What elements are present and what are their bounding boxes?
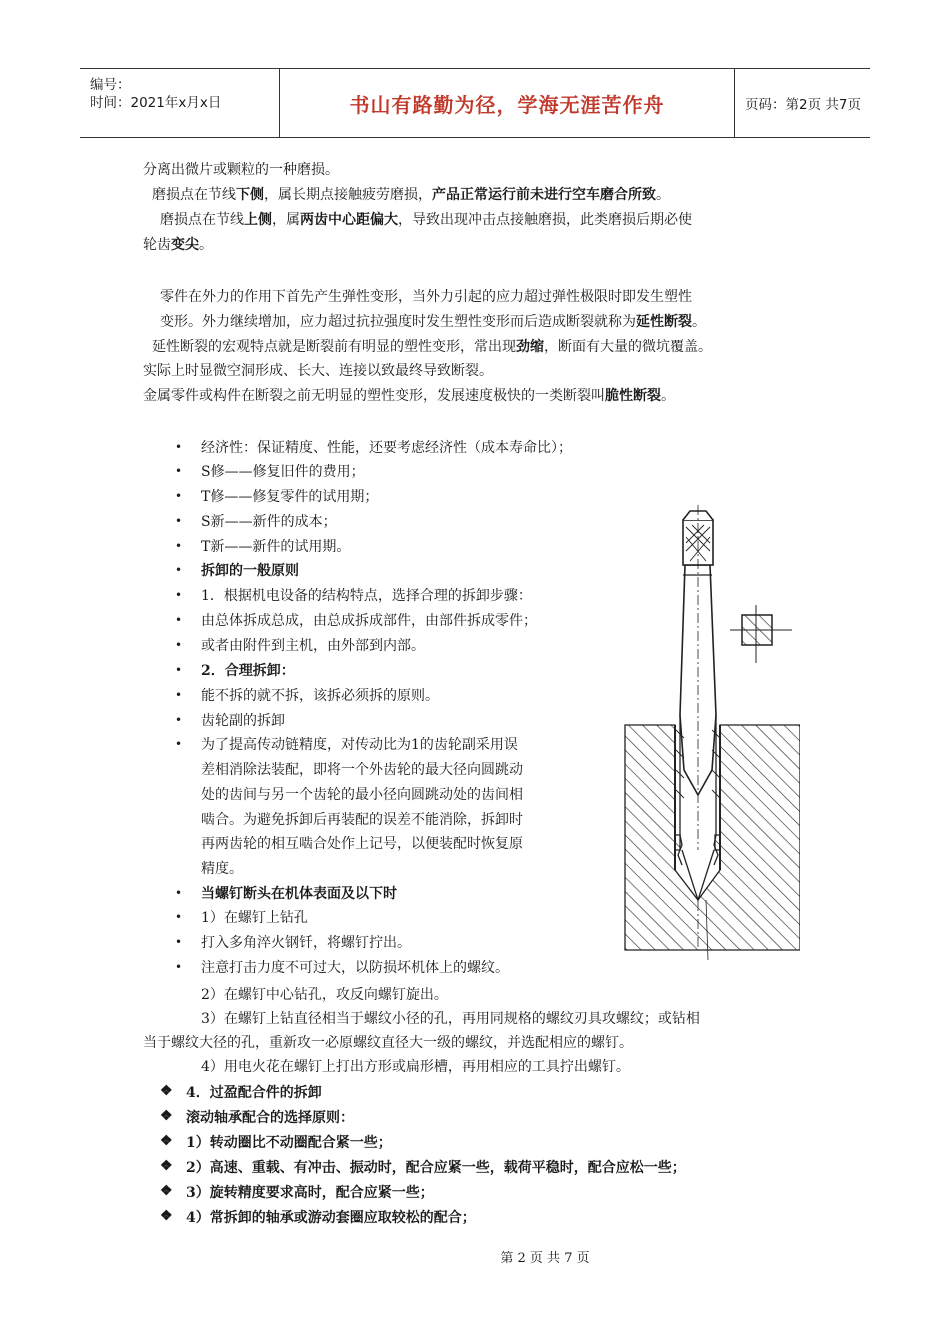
bullet-item: 打入多角淬火钢钎，将螺钉拧出。 [201, 935, 411, 951]
bullet-item: 1．根据机电设备的结构特点，选择合理的拆卸步骤： [201, 588, 532, 604]
fracture-line-5: 金属零件或构件在断裂之前无明显的塑性变形，发展速度极快的一类断裂叫脆性断裂。 [143, 388, 675, 404]
diamond-marker: ❖ [160, 1208, 173, 1224]
bullet-item: S新——新件的成本； [201, 514, 337, 530]
bullet-item: 由总体拆成总成，由总成拆成部件，由部件拆成零件； [201, 613, 537, 629]
bullet-item: 当螺钉断头在机体表面及以下时 [201, 886, 397, 902]
bullet-marker: • [175, 638, 183, 652]
bullet-item: 注意打击力度不可过大，以防损坏机体上的螺纹。 [201, 960, 509, 976]
bullet-item: 1）在螺钉上钻孔 [201, 910, 308, 926]
bullet-marker: • [175, 613, 183, 627]
bullet-marker: • [175, 440, 183, 454]
diamond-marker: ❖ [160, 1183, 173, 1199]
diamond-marker: ❖ [160, 1108, 173, 1124]
diamond-item: 4．过盈配合件的拆卸 [186, 1085, 322, 1101]
fracture-line-1: 零件在外力的作用下首先产生弹性变形，当外力引起的应力超过弹性极限时即发生塑性 [160, 289, 692, 305]
diamond-marker: ❖ [160, 1083, 173, 1099]
bullet-marker: • [175, 588, 183, 602]
bullet-marker: • [175, 539, 183, 553]
bullet-item: 再两齿轮的相互啮合处作上记号，以便装配时恢复原 [201, 836, 523, 852]
screw-method-2: 2）在螺钉中心钻孔，攻反向螺钉旋出。 [201, 987, 448, 1003]
diamond-item: 3）旋转精度要求高时，配合应紧一些； [186, 1185, 434, 1201]
bullet-item: 处的齿间与另一个齿轮的最小径向圆跳动处的齿间相 [201, 787, 523, 803]
header-info-cell [80, 69, 280, 137]
intro-line-4: 轮齿变尖。 [143, 237, 213, 253]
date-label: 时间：2021年x月x日 [90, 95, 222, 111]
bullet-marker: • [175, 489, 183, 503]
bullet-item: T修——修复零件的试用期； [201, 489, 379, 505]
diamond-item: 4）常拆卸的轴承或游动套圈应取较松的配合； [186, 1210, 476, 1226]
bullet-item: 经济性：保证精度、性能，还要考虑经济性（成本寿命比）； [201, 440, 572, 456]
bullet-marker: • [175, 737, 183, 751]
page-footer [0, 1247, 950, 1266]
bullet-item: 能不拆的就不拆，该拆必须拆的原则。 [201, 688, 439, 704]
screw-method-3-line-2: 当于螺纹大径的孔，重新攻一必原螺纹直径大一级的螺纹，并选配相应的螺钉。 [143, 1035, 633, 1051]
page-header [80, 68, 870, 138]
bullet-marker: • [175, 563, 183, 577]
bullet-marker: • [175, 960, 183, 974]
bullet-item: 拆卸的一般原则 [201, 563, 299, 579]
bullet-item: 啮合。为避免拆卸后再装配的误差不能消除，拆卸时 [201, 812, 523, 828]
bullet-item: 2．合理拆卸： [201, 663, 295, 679]
bullet-item: 精度。 [201, 861, 243, 877]
bullet-marker: • [175, 713, 183, 727]
fracture-line-2: 变形。外力继续增加，应力超过抗拉强度时发生塑性变形而后造成断裂就称为延性断裂。 [160, 314, 706, 330]
bullet-marker: • [175, 935, 183, 949]
bullet-item: 差相消除法装配，即将一个外齿轮的最大径向圆跳动 [201, 762, 523, 778]
diamond-item: 2）高速、重载、有冲击、振动时，配合应紧一些，载荷平稳时，配合应松一些； [186, 1160, 686, 1176]
code-label: 编号： [90, 77, 131, 93]
bullet-item: 为了提高传动链精度，对传动比为1的齿轮副采用误 [201, 737, 518, 753]
bullet-marker: • [175, 464, 183, 478]
fracture-line-4: 实际上时显微空洞形成、长大、连接以致最终导致断裂。 [143, 363, 493, 379]
intro-line-3: 磨损点在节线上侧，属两齿中心距偏大，导致出现冲击点接触磨损，此类磨损后期必使 [160, 212, 692, 228]
bullet-item: T新——新件的试用期。 [201, 539, 351, 555]
intro-line-2: 磨损点在节线下侧，属长期点接触疲劳磨损，产品正常运行前未进行空车磨合所致。 [152, 187, 670, 203]
bullet-marker: • [175, 514, 183, 528]
diamond-marker: ❖ [160, 1158, 173, 1174]
intro-line-1: 分离出微片或颗粒的一种磨损。 [143, 162, 339, 178]
fracture-line-3: 延性断裂的宏观特点就是断裂前有明显的塑性变形，常出现劲缩，断面有大量的微坑覆盖。 [152, 339, 712, 355]
bullet-item: 齿轮副的拆卸 [201, 713, 285, 729]
broken-screw-figure [620, 505, 800, 965]
header-motto-cell [280, 69, 735, 137]
screw-method-3-line-1: 3）在螺钉上钻直径相当于螺纹小径的孔，再用同规格的螺纹刃具攻螺纹；或钻相 [201, 1011, 700, 1027]
bullet-item: 或者由附件到主机，由外部到内部。 [201, 638, 425, 654]
motto-text: 书山有路勤为径，学海无涯苦作舟 [349, 92, 665, 117]
diamond-item: 滚动轴承配合的选择原则： [186, 1110, 354, 1126]
bullet-marker: • [175, 910, 183, 924]
bullet-marker: • [175, 688, 183, 702]
bullet-item: S修——修复旧件的费用； [201, 464, 365, 480]
footer-page-text: 第 2 页 共 7 页 [500, 1251, 590, 1266]
diamond-item: 1）转动圈比不动圈配合紧一些； [186, 1135, 392, 1151]
header-page-cell [735, 69, 870, 137]
bullet-marker: • [175, 663, 183, 677]
page-label: 页码：第2页 共7页 [745, 97, 861, 113]
diamond-marker: ❖ [160, 1133, 173, 1149]
screw-method-4: 4）用电火花在螺钉上打出方形或扁形槽，再用相应的工具拧出螺钉。 [201, 1059, 630, 1075]
bullet-marker: • [175, 886, 183, 900]
